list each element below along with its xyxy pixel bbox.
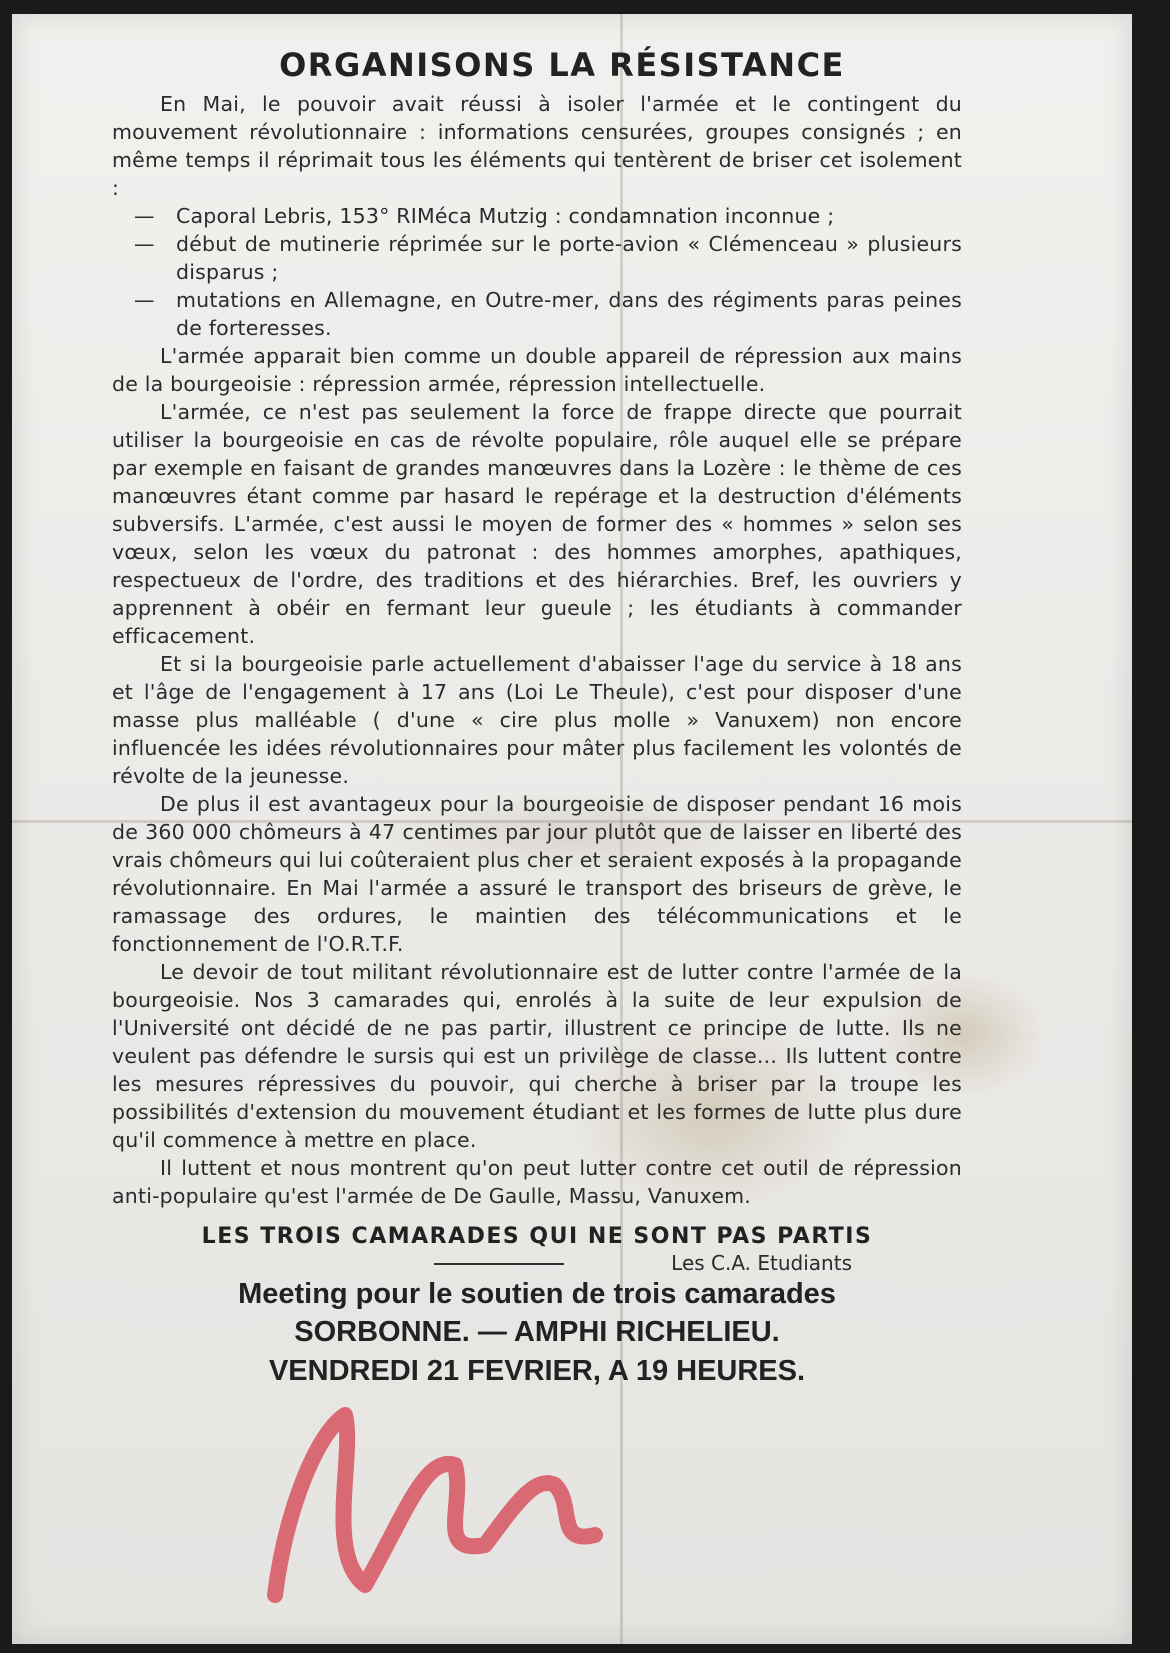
meeting-location: SORBONNE. — AMPHI RICHELIEU. <box>294 1316 780 1348</box>
leaflet-content <box>112 40 962 1391</box>
paragraph-intro: En Mai, le pouvoir avait réussi à isoler l'armée et le contingent du mouvement révolutionnaire : informations censurées, groupes consignés ; en même temps il réprimait tous les éléments qui tentèrent de briser cet isolement : <box>112 92 962 200</box>
red-marker-scribble <box>255 1395 615 1605</box>
group-name: Les C.A. Etudiants <box>671 1251 852 1275</box>
dash-bullet: — <box>134 232 155 256</box>
list-item <box>112 286 962 342</box>
paragraph-unemployed: De plus il est avantageux pour la bourgeoisie de disposer pendant 16 mois de 360 000 chômeurs à 47 centimes par jour plutôt que de laisser en liberté des vrais chômeurs qui lui coûteraient plus cher et seraient exposés à la propagande révolutionnaire. En Mai l'armée a assuré le transport des briseurs de grève, le ramassage des ordures, le maintien des télécommunications et le fonctionnement de l'O.R.T.F. <box>112 792 962 956</box>
dash-bullet: — <box>134 288 155 312</box>
list-item-text: mutations en Allemagne, en Outre-mer, dans des régiments paras peines de forteresses. <box>176 288 962 340</box>
paragraph-duty: Le devoir de tout militant révolutionnaire est de lutter contre l'armée de la bourgeoisie. Nos 3 camarades qui, enrolés à la suite de leur expulsion de l'Université ont décidé de ne pas partir, illustrent ce principe de lutte. Ils ne veulent pas défendre le sursis qui est un privilège de classe... Ils luttent contre les mesures répressives du pouvoir, qui cherche à briser par la troupe les possibilités d'extension du mouvement étudiant et les formes de lutte plus dure qu'il commence à mettre en place. <box>112 960 962 1152</box>
meeting-announcement <box>112 1275 962 1391</box>
divider <box>434 1263 564 1265</box>
article-body <box>112 90 962 1210</box>
repression-list <box>112 202 962 342</box>
page-title: ORGANISONS LA RÉSISTANCE <box>279 46 845 84</box>
list-item <box>112 202 962 230</box>
meeting-date: VENDREDI 21 FEVRIER, A 19 HEURES. <box>268 1355 806 1387</box>
list-item-text: début de mutinerie réprimée sur le porte-avion « Clémenceau » plusieurs disparus ; <box>176 232 962 284</box>
paragraph-army: L'armée, ce n'est pas seulement la force de frappe directe que pourrait utiliser la bourgeoisie en cas de révolte populaire, rôle auquel elle se prépare par exemple en faisant de grandes manœuvres dans la Lozère : le thème de ces manœuvres étant comme par hasard le repérage et la destruction d'éléments subversifs. L'armée, c'est aussi le moyen de former des « hommes » selon ses vœux, selon les vœux du patronat : des hommes amorphes, apathiques, respectueux de l'ordre, des traditions et des hiérarchies. Bref, les ouvriers y apprennent à obéir en fermant leur gueule ; les étudiants à commander efficacement. <box>112 400 962 648</box>
paragraph-age: Et si la bourgeoisie parle actuellement d'abaisser l'age du service à 18 ans et l'âge de l'engagement à 17 ans (Loi Le Theule), c'est pour disposer d'une masse plus malléable ( d'une « cire plus molle » Vanuxem) non encore influencée les idées révolutionnaires pour mâter plus facilement les volontés de révolte de la jeunesse. <box>112 652 962 788</box>
list-item <box>112 230 962 286</box>
paragraph-conclusion: Il luttent et nous montrent qu'on peut lutter contre cet outil de répression anti-populaire qu'est l'armée de De Gaulle, Massu, Vanuxem. <box>112 1156 962 1208</box>
paragraph-repression: L'armée apparait bien comme un double appareil de répression aux mains de la bourgeoisie : répression armée, répression intellectuelle. <box>112 344 962 396</box>
list-item-text: Caporal Lebris, 153° RIMéca Mutzig : condamnation inconnue ; <box>176 204 835 228</box>
meeting-title: Meeting pour le soutien de trois camarades <box>238 1278 836 1310</box>
signature: LES TROIS CAMARADES QUI NE SONT PAS PARTIS <box>201 1224 873 1249</box>
dash-bullet: — <box>134 204 155 228</box>
